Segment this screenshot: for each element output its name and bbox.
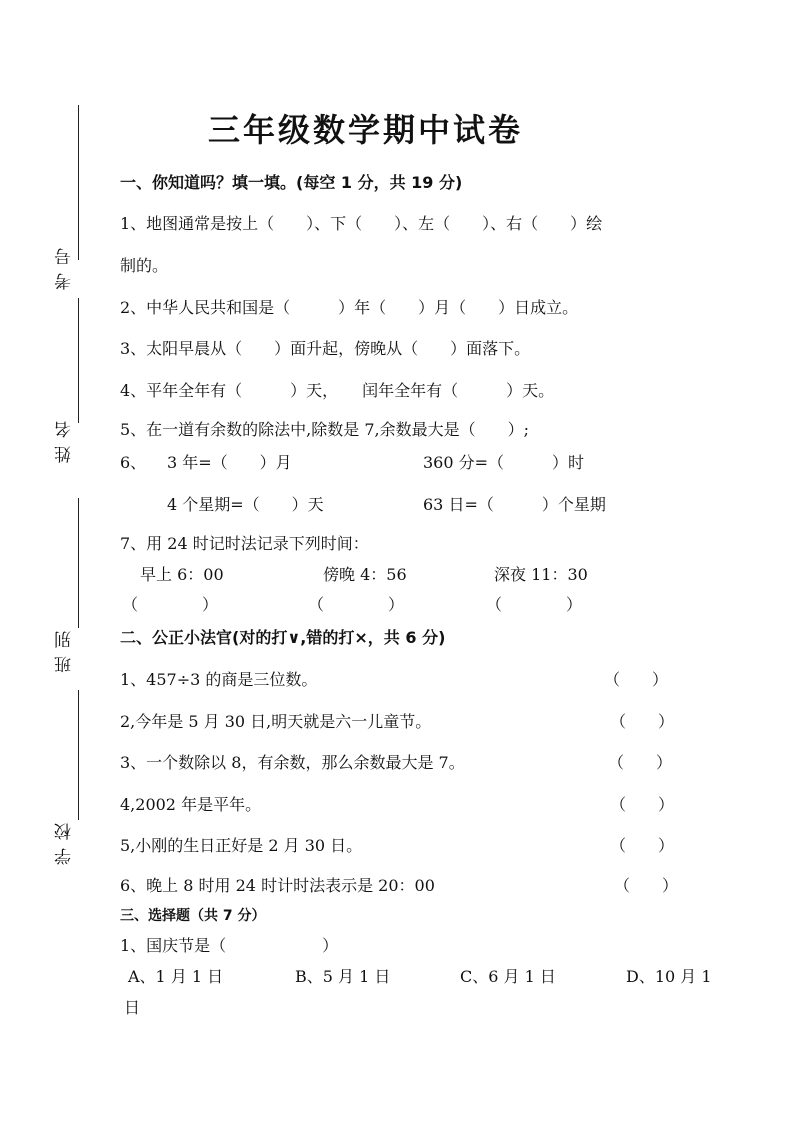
judge-blank-3: （ ） (608, 753, 673, 772)
judge-item-4: 4,2002 年是平年。 (120, 795, 262, 814)
judge-item-2: 2,今年是 5 月 30 日,明天就是六一儿童节。 (120, 712, 432, 731)
question-3: 3、太阳早晨从（ ）面升起，傍晚从（ ）面落下。 (120, 339, 531, 358)
question-5: 5、在一道有余数的除法中,除数是 7,余数最大是（ ）; (120, 420, 530, 439)
section2-heading: 二、公正小法官(对的打∨,错的打×，共 6 分) (120, 628, 446, 647)
question-6-a: 3 年=（ ）月 (167, 453, 292, 472)
judge-blank-6: （ ） (614, 876, 679, 895)
question-1-line-a: 1、地图通常是按上（ ）、下（ ）、左（ ）、右（ ）绘 (120, 214, 603, 233)
choice-option-b: B、5 月 1 日 (295, 967, 391, 986)
binding-line-1 (78, 105, 79, 260)
judge-blank-1: （ ） (604, 670, 669, 689)
judge-blank-4: （ ） (610, 795, 675, 814)
judge-item-1: 1、457÷3 的商是三位数。 (120, 670, 318, 689)
question-6-b: 360 分=（ ）时 (423, 453, 585, 472)
judge-item-3: 3、一个数除以 8，有余数，那么余数最大是 7。 (120, 753, 465, 772)
question-4: 4、平年全年有（ ）天， 闰年全年有（ ）天。 (120, 381, 555, 400)
binding-line-2 (78, 298, 79, 423)
page-title: 三年级数学期中试卷 (208, 111, 524, 149)
binding-line-4 (78, 690, 79, 820)
binding-line-3 (78, 498, 79, 628)
binding-label-class: 班别 (55, 623, 75, 673)
judge-blank-5: （ ） (610, 836, 675, 855)
choice-option-overflow: 日 (124, 998, 141, 1017)
binding-label-name: 姓名 (55, 413, 75, 463)
choice-option-c: C、6 月 1 日 (460, 967, 556, 986)
question-6-c: 4 个星期=（ ）天 (167, 495, 324, 514)
question-7-time-3: 深夜 11：30 (494, 565, 588, 584)
question-6-d: 63 日=（ ）个星期 (423, 495, 606, 514)
question-7-blank-1: （ ） (122, 595, 219, 614)
question-7-blank-2: （ ） (308, 595, 405, 614)
question-6-label: 6、 (120, 453, 147, 472)
question-7-time-1: 早上 6：00 (140, 565, 224, 584)
choice-question-1: 1、国庆节是（ ） (120, 936, 339, 955)
judge-item-6: 6、晚上 8 时用 24 时计时法表示是 20：00 (120, 876, 435, 895)
judge-item-5: 5,小刚的生日正好是 2 月 30 日。 (120, 836, 363, 855)
choice-option-d: D、10 月 1 (626, 967, 712, 986)
binding-label-exam-number: 考号 (55, 240, 75, 290)
question-1-line-b: 制的。 (120, 256, 169, 275)
binding-label-school: 学校 (55, 815, 75, 865)
section1-heading: 一、你知道吗？填一填。(每空 1 分，共 19 分) (120, 173, 463, 192)
section3-heading: 三、选择题（共 7 分） (120, 908, 266, 924)
choice-option-a: A、1 月 1 日 (128, 967, 224, 986)
question-7-blank-3: （ ） (486, 595, 583, 614)
judge-blank-2: （ ） (610, 712, 675, 731)
question-2: 2、中华人民共和国是（ ）年（ ）月（ ）日成立。 (120, 298, 579, 317)
question-7: 7、用 24 时记时法记录下列时间： (120, 534, 369, 553)
question-7-time-2: 傍晚 4：56 (323, 565, 407, 584)
